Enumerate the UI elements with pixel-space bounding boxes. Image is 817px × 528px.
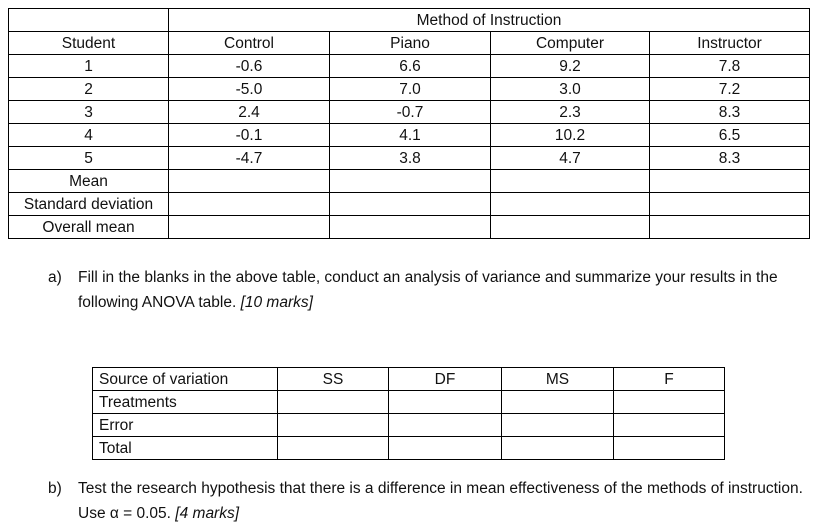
- blank-cell: [169, 193, 330, 216]
- blank-cell: [614, 414, 725, 437]
- blank-cell: [491, 216, 650, 239]
- table-cell: 8.3: [650, 101, 810, 124]
- marks-label: [4 marks]: [175, 505, 240, 522]
- blank-cell: [502, 391, 614, 414]
- table-row: [9, 78, 810, 101]
- blank-cell: [169, 170, 330, 193]
- blank-cell: [169, 216, 330, 239]
- blank-cell: [650, 193, 810, 216]
- source-label: Treatments: [93, 391, 278, 414]
- table-cell: 3.0: [491, 78, 650, 101]
- table-cell: 7.2: [650, 78, 810, 101]
- question-text-wrapper: [78, 476, 808, 526]
- mean-row: [9, 170, 810, 193]
- table-cell: -0.1: [169, 124, 330, 147]
- table-cell: -0.7: [330, 101, 491, 124]
- question-text: Test the research hypothesis that there is a difference in mean effectiveness of the methods of instruction. Use α = 0.05.: [78, 480, 803, 522]
- table-cell: 2: [9, 78, 169, 101]
- anova-header-row: [93, 368, 725, 391]
- table-cell: 8.3: [650, 147, 810, 170]
- blank-cell: [278, 391, 389, 414]
- anova-row-error: [93, 414, 725, 437]
- row-label: Mean: [9, 170, 169, 193]
- table-row: [9, 101, 810, 124]
- column-header: Source of variation: [93, 368, 278, 391]
- table-cell: 6.6: [330, 55, 491, 78]
- table-row: [9, 147, 810, 170]
- blank-cell: [389, 437, 502, 460]
- question-b: [48, 476, 808, 526]
- table-cell: 5: [9, 147, 169, 170]
- blank-cell: [330, 216, 491, 239]
- question-a: [48, 265, 808, 315]
- row-label: Overall mean: [9, 216, 169, 239]
- row-label: Standard deviation: [9, 193, 169, 216]
- table-cell: 2.4: [169, 101, 330, 124]
- table-cell: 7.8: [650, 55, 810, 78]
- blank-cell: [502, 414, 614, 437]
- table-cell: -5.0: [169, 78, 330, 101]
- table-cell: 4: [9, 124, 169, 147]
- blank-cell: [650, 216, 810, 239]
- table-row: [9, 124, 810, 147]
- column-header: Control: [169, 32, 330, 55]
- column-header: Computer: [491, 32, 650, 55]
- source-label: Total: [93, 437, 278, 460]
- table-row: [9, 55, 810, 78]
- table-cell: 10.2: [491, 124, 650, 147]
- table-cell: 9.2: [491, 55, 650, 78]
- anova-table: [92, 367, 725, 460]
- table-cell: -4.7: [169, 147, 330, 170]
- question-letter: a): [48, 269, 62, 286]
- column-header: DF: [389, 368, 502, 391]
- method-of-instruction-header: Method of Instruction: [169, 9, 810, 32]
- table-cell: 3: [9, 101, 169, 124]
- blank-cell: [389, 391, 502, 414]
- table-cell: 1: [9, 55, 169, 78]
- marks-label: [10 marks]: [240, 294, 313, 311]
- standard-deviation-row: [9, 193, 810, 216]
- anova-row-total: [93, 437, 725, 460]
- column-header: Piano: [330, 32, 491, 55]
- question-text-wrapper: [78, 265, 808, 315]
- blank-cell: [502, 437, 614, 460]
- table-cell: 3.8: [330, 147, 491, 170]
- column-header: F: [614, 368, 725, 391]
- table-cell: 4.1: [330, 124, 491, 147]
- blank-cell: [491, 170, 650, 193]
- blank-cell: [330, 170, 491, 193]
- blank-cell: [491, 193, 650, 216]
- question-text: Fill in the blanks in the above table, conduct an analysis of variance and summarize your results in the following ANOVA table.: [78, 269, 778, 311]
- data-table: [8, 8, 810, 239]
- source-label: Error: [93, 414, 278, 437]
- blank-cell: [330, 193, 491, 216]
- header-row: [9, 32, 810, 55]
- blank-cell: [389, 414, 502, 437]
- column-header: MS: [502, 368, 614, 391]
- blank-cell: [9, 9, 169, 32]
- super-header-row: [9, 9, 810, 32]
- column-header: Instructor: [650, 32, 810, 55]
- table-cell: 4.7: [491, 147, 650, 170]
- blank-cell: [650, 170, 810, 193]
- table-cell: 7.0: [330, 78, 491, 101]
- blank-cell: [614, 437, 725, 460]
- overall-mean-row: [9, 216, 810, 239]
- column-header: Student: [9, 32, 169, 55]
- blank-cell: [278, 414, 389, 437]
- blank-cell: [278, 437, 389, 460]
- column-header: SS: [278, 368, 389, 391]
- table-cell: 2.3: [491, 101, 650, 124]
- blank-cell: [614, 391, 725, 414]
- table-cell: -0.6: [169, 55, 330, 78]
- question-letter: b): [48, 480, 62, 497]
- anova-row-treatments: [93, 391, 725, 414]
- table-cell: 6.5: [650, 124, 810, 147]
